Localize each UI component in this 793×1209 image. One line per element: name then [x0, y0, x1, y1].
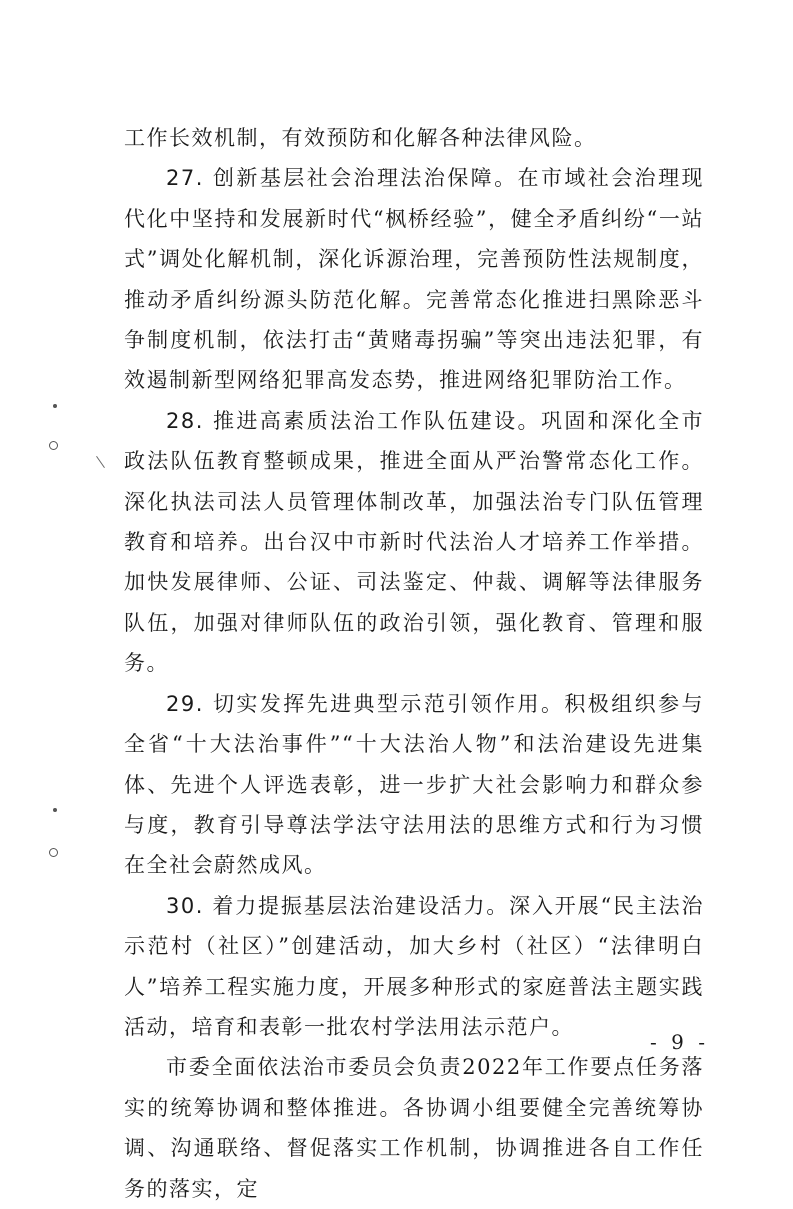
paragraph-continued: [124, 118, 704, 158]
paragraph-item-29: [124, 684, 704, 886]
paragraph-text: 工作长效机制，有效预防和化解各种法律风险。: [124, 126, 597, 150]
body-text: [124, 118, 704, 1209]
item-heading: 27. 创新基层社会治理法治保障。: [166, 166, 518, 191]
item-heading: 29. 切实发挥先进典型示范引领作用。: [166, 691, 565, 716]
paragraph-text: 巩固和深化全市政法队伍教育整顿成果，推进全面从严治警常态化工作。深化执法司法人员管理体制改革，加强法治专门队伍管理教育和培养。出台汉中市新时代法治人才培养工作举措。加快发展律师、公证、司法鉴定、仲裁、调解等法律服务队伍，加强对律师队伍的政治引领，强化教育、管理和服务。: [124, 408, 705, 676]
paragraph-text: 市委全面依法治市委员会负责2022年工作要点任务落实的统筹协调和整体推进。各协调小组要健全完善统筹协调、沟通联络、督促落实工作机制，协调推进各自工作任务的落实，定: [124, 1055, 704, 1201]
binding-hole-mark: [49, 848, 58, 857]
paragraph-text: 在市域社会治理现代化中坚持和发展新时代“枫桥经验”，健全矛盾纠纷“一站式”调处化解机制，深化诉源治理，完善预防性法规制度，推动矛盾纠纷源头防范化解。完善常态化推进扫黑除恶斗争制度机制，依法打击“黄赌毒拐骗”等突出违法犯罪，有效遏制新型网络犯罪高发态势，推进网络犯罪防治工作。: [124, 166, 705, 393]
page-number: - 9 -: [650, 1030, 709, 1054]
paragraph-closing: [124, 1047, 704, 1209]
paragraph-item-28: [124, 401, 704, 684]
paragraph-text: 积极组织参与全省“十大法治事件”“十大法治人物”和法治建设先进集体、先进个人评选表彰，进一步扩大社会影响力和群众参与度，教育引导尊法学法守法用法的思维方式和行为习惯在全社会蔚然成风。: [124, 691, 704, 878]
paragraph-item-27: [124, 158, 704, 400]
paragraph-text: 深入开展“民主法治示范村（社区）”创建活动，加大乡村（社区）“法律明白人”培养工程实施力度，开展多种形式的家庭普法主题实践活动，培育和表彰一批农村学法用法示范户。: [124, 893, 704, 1039]
paragraph-item-30: [124, 886, 704, 1048]
binding-hole-mark: [53, 808, 57, 812]
item-heading: 30. 着力提振基层法治建设活力。: [166, 893, 510, 918]
binding-tick-mark: [96, 456, 105, 468]
binding-hole-mark: [53, 404, 57, 408]
item-heading: 28. 推进高素质法治工作队伍建设。: [166, 408, 541, 433]
binding-hole-mark: [49, 441, 58, 450]
